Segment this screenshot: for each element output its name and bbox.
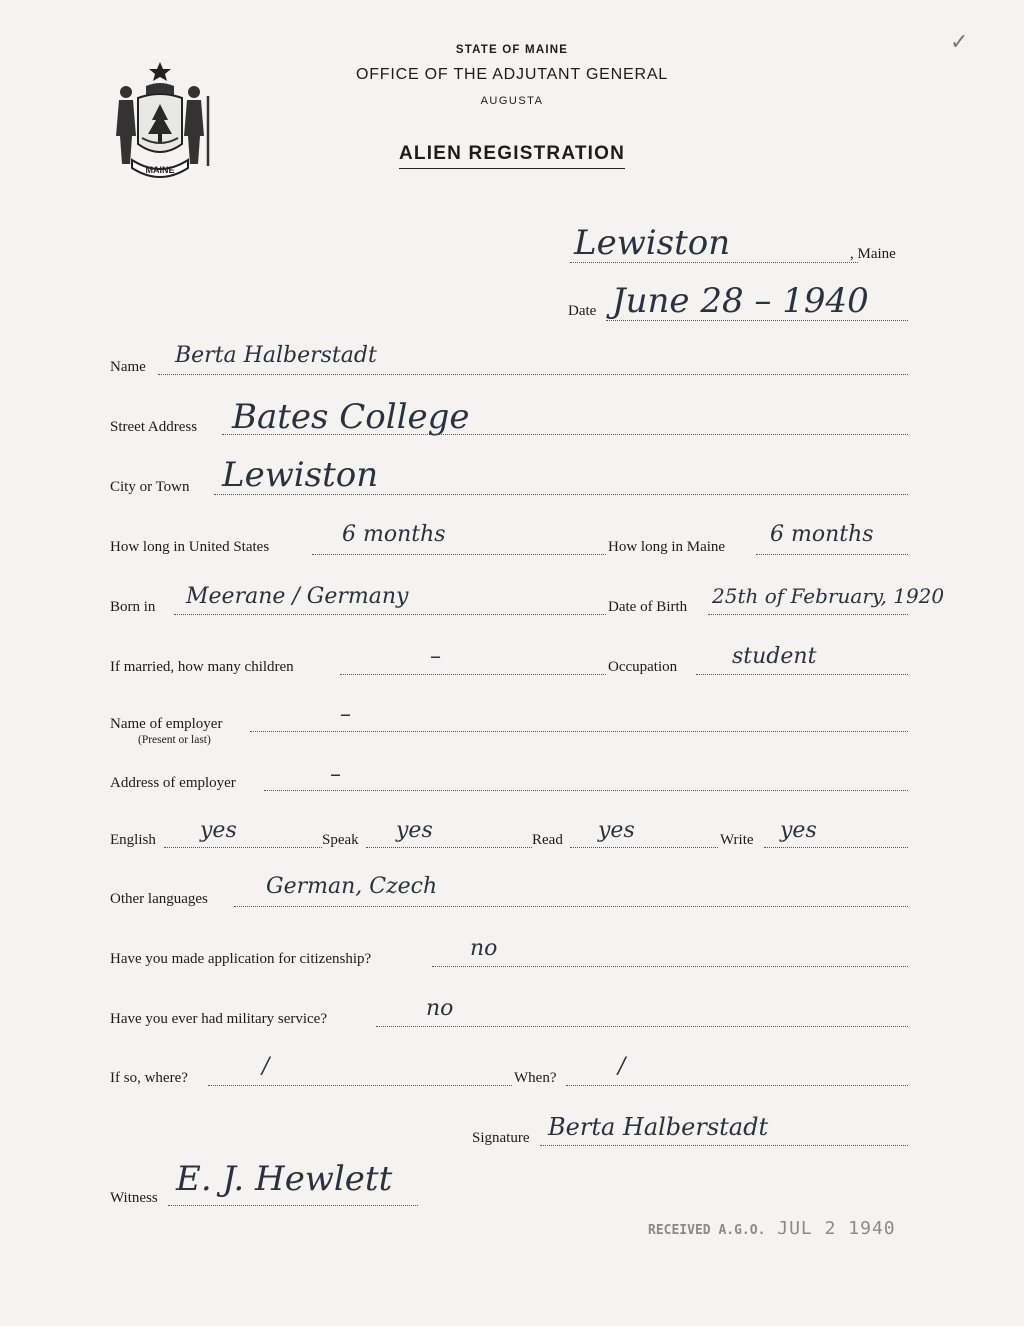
seal-banner-text: MAINE <box>145 165 175 175</box>
other-languages-line <box>234 906 908 907</box>
when-value: / <box>618 1054 626 1079</box>
occupation-line <box>696 674 908 675</box>
header-office: OFFICE OF THE ADJUTANT GENERAL <box>355 66 669 83</box>
dob-label: Date of Birth <box>608 599 688 615</box>
street-address-label: Street Address <box>110 419 198 435</box>
other-languages-value: German, Czech <box>266 874 438 899</box>
where-line <box>208 1085 512 1086</box>
children-value: – <box>430 644 441 669</box>
received-stamp <box>648 1218 896 1239</box>
citizenship-line <box>432 966 908 967</box>
read-value: yes <box>598 818 635 843</box>
witness-line <box>168 1205 418 1206</box>
header-state: STATE OF MAINE <box>455 44 569 56</box>
header-city: AUGUSTA <box>480 95 544 107</box>
military-value: no <box>426 996 454 1021</box>
military-label: Have you ever had military service? <box>110 1011 327 1027</box>
occupation-value: student <box>732 644 817 669</box>
date-line <box>606 320 908 321</box>
signature-value: Berta Halberstadt <box>548 1113 769 1141</box>
signature-line <box>540 1145 908 1146</box>
where-label: If so, where? <box>110 1070 188 1086</box>
how-long-maine-line <box>756 554 908 555</box>
employer-address-line <box>264 790 908 791</box>
name-label: Name <box>110 359 146 375</box>
how-long-us-line <box>312 554 606 555</box>
how-long-us-label: How long in United States <box>110 539 270 555</box>
employer-name-line <box>250 731 908 732</box>
speak-line <box>366 847 532 848</box>
employer-name-value: – <box>340 702 351 727</box>
stamp-prefix: RECEIVED A.G.O. <box>648 1223 766 1238</box>
citizenship-value: no <box>470 936 498 961</box>
witness-value: E. J. Hewlett <box>176 1159 393 1199</box>
citizenship-label: Have you made application for citizenship? <box>110 951 372 967</box>
witness-label: Witness <box>110 1190 158 1206</box>
employer-address-value: – <box>330 762 341 787</box>
employer-name-label: Name of employer <box>110 716 223 732</box>
speak-label: Speak <box>322 832 359 848</box>
employer-name-sublabel: (Present or last) <box>138 734 211 746</box>
children-line <box>340 674 606 675</box>
children-label: If married, how many children <box>110 659 294 675</box>
other-languages-label: Other languages <box>110 891 208 907</box>
military-line <box>376 1026 908 1027</box>
when-label: When? <box>514 1070 557 1086</box>
city-label: City or Town <box>110 479 190 495</box>
english-line <box>164 847 322 848</box>
city-value: Lewiston <box>222 455 379 495</box>
write-line <box>764 847 908 848</box>
date-value: June 28 – 1940 <box>612 281 869 321</box>
name-line <box>158 374 908 375</box>
street-address-value: Bates College <box>232 397 470 437</box>
born-in-value: Meerane / Germany <box>186 584 409 609</box>
born-in-label: Born in <box>110 599 156 615</box>
speak-value: yes <box>396 818 433 843</box>
city-line <box>214 494 908 495</box>
form-title <box>0 143 1024 165</box>
signature-label: Signature <box>472 1130 530 1146</box>
place-suffix: , Maine <box>850 246 896 262</box>
date-label: Date <box>568 303 597 319</box>
how-long-maine-label: How long in Maine <box>608 539 726 555</box>
stamp-date: JUL 2 1940 <box>777 1218 896 1239</box>
read-line <box>570 847 718 848</box>
read-label: Read <box>532 832 563 848</box>
name-value: Berta Halberstadt <box>175 343 377 368</box>
place-line <box>570 262 858 263</box>
street-address-line <box>222 434 908 435</box>
born-in-line <box>174 614 606 615</box>
check-mark: ✓ <box>950 30 969 55</box>
place-value: Lewiston <box>574 223 731 263</box>
where-value: / <box>262 1054 270 1079</box>
how-long-maine-value: 6 months <box>770 522 874 547</box>
dob-value: 25th of February, 1920 <box>712 584 945 608</box>
occupation-label: Occupation <box>608 659 678 675</box>
how-long-us-value: 6 months <box>342 522 446 547</box>
english-value: yes <box>200 818 237 843</box>
form-title-text: ALIEN REGISTRATION <box>399 143 625 169</box>
english-label: English <box>110 832 156 848</box>
when-line <box>566 1085 908 1086</box>
write-label: Write <box>720 832 754 848</box>
dob-line <box>708 614 908 615</box>
employer-address-label: Address of employer <box>110 775 236 791</box>
write-value: yes <box>780 818 817 843</box>
